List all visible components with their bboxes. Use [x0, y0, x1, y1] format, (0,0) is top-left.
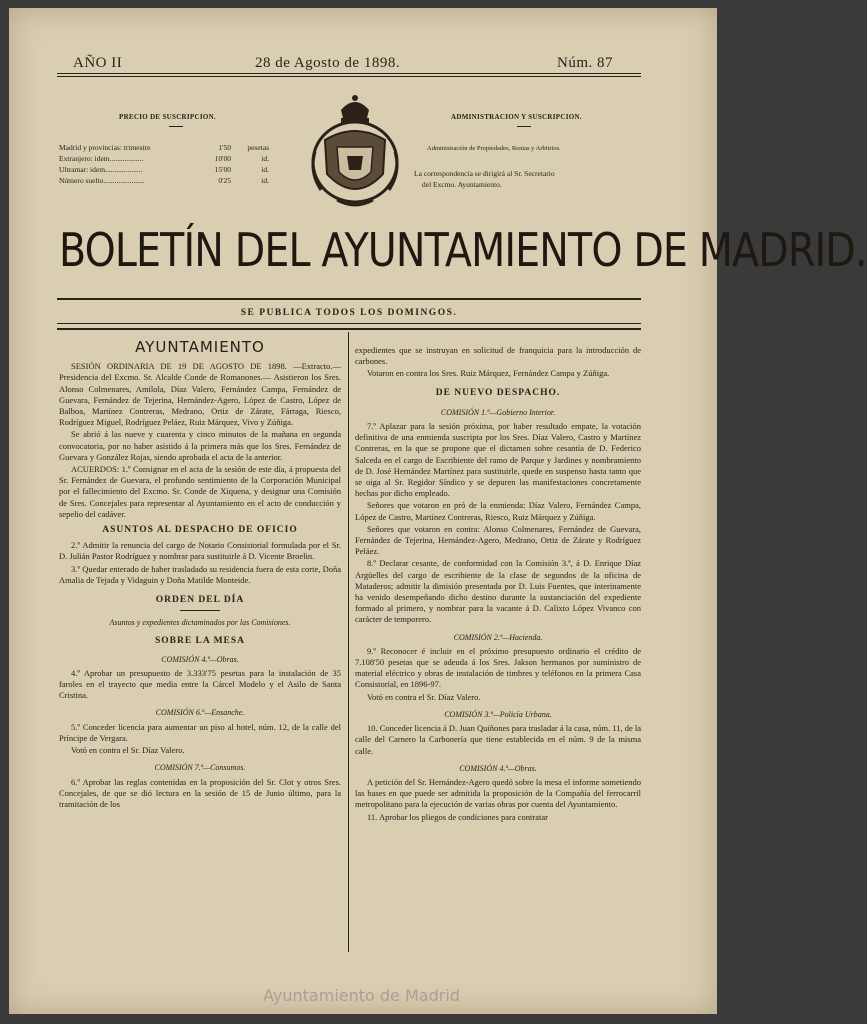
price-row: Extranjero: idem.................. 10'00 id. — [59, 154, 269, 163]
paragraph: Votó en contra el Sr. Díaz Valero. — [367, 691, 481, 702]
heading-oficio: ASUNTOS AL DESPACHO DE OFICIO — [102, 525, 298, 536]
heading-nuevo-despacho: DE NUEVO DESPACHO. — [435, 387, 561, 398]
issue-number: Núm. 87 — [557, 55, 613, 71]
commission-policia: COMISIÓN 3.ª—Policía Urbana. — [444, 709, 552, 719]
paragraph: 3.º Quedar enterado de haber trasladado su residencia fuera de esta corte, Doña Amalia de Tejada y Vidaguin y Doña Matilde Monteide. — [59, 563, 341, 585]
price-title: PRECIO DE SUSCRIPCION. — [119, 113, 217, 121]
price-table — [59, 142, 289, 186]
admin-correspondence-2: del Excmo. Ayuntamiento. — [422, 180, 502, 189]
commission-ensanche: COMISIÓN 6.ª—Ensanche. — [155, 708, 245, 718]
left-column — [59, 338, 341, 954]
right-column — [355, 345, 641, 955]
small-rule — [180, 610, 220, 611]
commission-obras: COMISIÓN 4.ª—Obras. — [161, 654, 239, 664]
masthead-rule — [57, 298, 641, 300]
header-rule-2 — [57, 76, 641, 77]
admin-title: ADMINISTRACION Y SUSCRIPCION. — [451, 113, 582, 121]
paragraph: 4.º Aprobar un presupuesto de 3.333'75 pesetas para la instalación de 35 faroles en el trayecto que media entre la Cárcel Modelo y el Asilo de Santa Cristina. — [59, 667, 341, 701]
price-divider — [169, 126, 183, 127]
issue-year: AÑO II — [73, 55, 123, 71]
paragraph: 7.º Aplazar para la sesión próxima, por haber resultado empate, la votación definitiva de una enmienda suscripta por los Sres. Díaz Valero, Castro y Martínez Contreras, en la que se propone que el dictamen sobre cesantía de D. Federico Salceda en el cargo de Escribiente del ramo de Parque y Jardines y nombramiento de D. José Hernández Martínez para sustituirle, quede en suspenso hasta tanto que se oiga al Sr. Regidor Síndico y se depuren las manifestaciones concretamente hechas por dicho empleado. — [355, 421, 641, 499]
paragraph: 6.º Aprobar las reglas contenidas en la proposición del Sr. Clot y otros Sres. Concejales, de que se dió lectura en la sesión de 15 de Junio último, para la tramitación de los — [59, 776, 341, 809]
paragraph: Señores que votaron en contra: Alonso Colmenares, Fernández de Guevara, Fernández de Tejerina, Hernández-Agero, Medrano, Ortiz de Zárate y Rodríguez Peláez. — [355, 523, 641, 557]
heading-orden: ORDEN DEL DÍA — [155, 595, 245, 606]
paragraph: ACUERDOS: 1.º Consignar en el acta de la sesión de este día, á propuesta del Sr. Fernández de Guevara, el profundo sentimiento de la Corporación Municipal por el fallecimiento del Excmo. Sr. Conde de Xiquena, y designar una Comisión de Sres. Concejales para representar al Ayuntamiento en el acto de conducción y sepelio del cadáver. — [59, 464, 341, 519]
admin-divider — [517, 126, 531, 127]
paragraph: 10. Conceder licencia á D. Juan Quiñones para trasladar á la casa, núm. 11, de la calle del Carnero la Carbonería que tiene establecida en el núm. 9 de la misma calle. — [355, 723, 641, 756]
paragraph: 11. Aprobar los pliegos de condiciones para contratar — [367, 811, 548, 822]
admin-correspondence: La correspondencia se dirigirá al Sr. Secretario — [414, 169, 555, 178]
subtitle-rule — [57, 323, 641, 324]
masthead-subtitle: SE PUBLICA TODOS LOS DOMINGOS. — [240, 308, 458, 318]
heading-mesa: SOBRE LA MESA — [154, 636, 246, 647]
issue-date: 28 de Agosto de 1898. — [255, 55, 401, 71]
commission-consumos: COMISIÓN 7.ª—Consumos. — [154, 763, 246, 773]
commission-gobierno: COMISIÓN 1.ª—Gobierno Interior. — [440, 407, 556, 417]
section-heading: AYUNTAMIENTO — [135, 338, 265, 356]
newspaper-page — [9, 8, 867, 1014]
masthead-title: BOLETÍN DEL AYUNTAMIENTO DE MADRID. — [59, 223, 867, 277]
price-row: Ultramar: idem.................... 15'00 id. — [59, 165, 269, 174]
paragraph: Votaron en contra los Sres. Ruiz Márquez, Fernández Campa y Zúñiga. — [367, 368, 610, 379]
column-divider — [348, 332, 349, 952]
price-row: Madrid y provincias: trimestre 1'50 pesetas — [59, 143, 269, 152]
price-row: Número suelto...................... 0'25 id. — [59, 176, 269, 185]
paragraph: Se abrió á las nueve y cuarenta y cinco minutos de la mañana en segunda convocatoria, por no haber asistido á la primera más que los Sres. Fernández de Guevara y González Rojas, siendo aprobada el acta de la anterior. — [59, 429, 341, 462]
paragraph: 9.º Reconocer é incluir en el próximo presupuesto ordinario el crédito de 7.108'50 pesetas que se adeuda á los Sres. Jakson hermanos por suministro de material eléctrico y obras de instalación de timbres y teléfonos en la primera Casa Consistorial, en 1896-97. — [355, 645, 641, 690]
commission-obras-right: COMISIÓN 4.ª—Obras. — [459, 763, 537, 773]
admin-office: Administración de Propiedades, Rentas y Arbitrios. — [427, 145, 561, 152]
commission-hacienda: COMISIÓN 2.ª—Hacienda. — [453, 632, 543, 642]
paragraph: 8.º Declarar cesante, de conformidad con la Comisión 3.ª, á D. Enrique Díaz Argüelles del cargo de escribiente de la clase de segundos de la oficina de Mataderos; admitir la dimisión presentada por D. Luis Fuentes, que interinamente ha venido desempeñando dicho destino durante la sustanciación del expediente formado al primero, y nombrar para la vacante á D. Calixto López Vivanco con carácter de temporero. — [355, 558, 641, 625]
header-rule — [57, 73, 641, 74]
paragraph: Señores que votaron en pró de la enmienda: Díaz Valero, Fernández Campa, López de Castro, Martínez Contreras, Riesco, Ruiz Márquez y Zúñiga. — [355, 500, 641, 522]
paragraph: Votó en contra el Sr. Díaz Valero. — [71, 745, 185, 756]
subtitle-rule-2 — [57, 328, 641, 330]
subheading-orden: Asuntos y expedientes dictaminados por las Comisiones. — [109, 618, 291, 628]
session-summary: SESIÓN ORDINARIA DE 19 DE AGOSTO DE 1898. —Extracto.—Presidencia del Excmo. Sr. Alcalde Conde de Romanones.— Asistieron los Sres. Alonso Colmenares, Amilola, Díaz Valero, Fernández Campa, Fernández de Guevara, Fernández de Tejerina, Hernández-Agero, López de Castro, López de Balboa, Martínez Contreras, Medrano, Ortiz de Zárate, Fárraga, Riesco, Rodríguez Miguel, Rodríguez Peláez, Ruiz Márquez, Vivo y Zúñiga. — [59, 361, 341, 428]
paragraph: 2.º Admitir la renuncia del cargo de Notario Consistorial formulada por el Sr. D. Julián Pastor Rodríguez y nombrar para sustituirle á D. Vicente Broelin. — [59, 540, 341, 562]
paragraph: 5.º Conceder licencia para aumentar un piso al hotel, núm. 12, de la calle del Príncipe de Vergara. — [59, 721, 341, 743]
paragraph: A petición del Sr. Hernández-Agero quedó sobre la mesa el informe sometiendo las bases en que puede ser admitida la proposición de la Compañía del ferrocarril metropolitano para la ejecución de varias obras por cuenta del Ayuntamiento. — [355, 776, 641, 810]
watermark: Ayuntamiento de Madrid — [263, 986, 460, 1005]
paragraph: expedientes que se instruyan en solicitud de franquicia para la introducción de carbones. — [355, 345, 641, 367]
coat-of-arms-icon — [307, 92, 403, 212]
